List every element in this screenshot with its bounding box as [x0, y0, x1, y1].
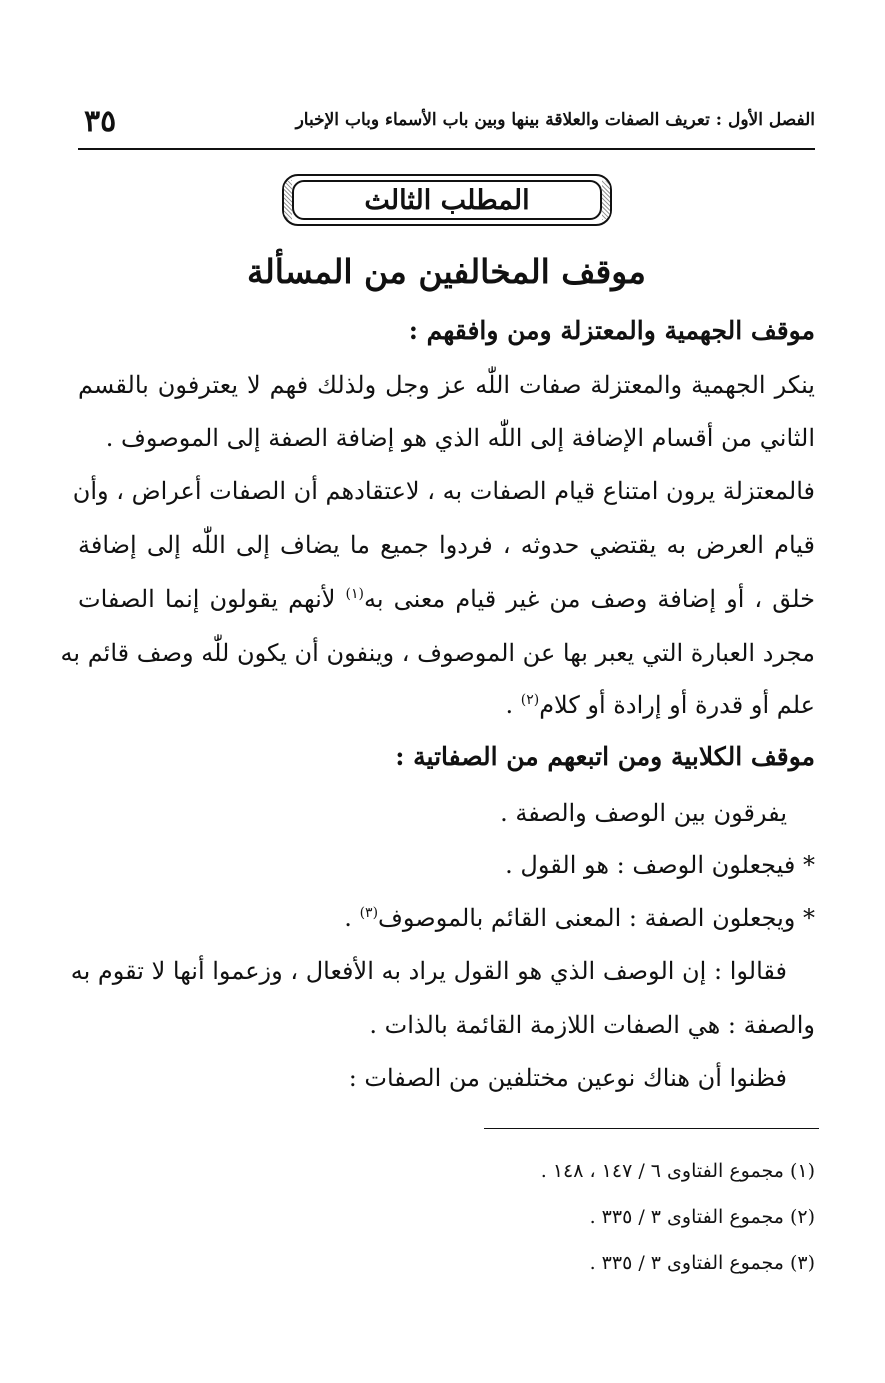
- paragraph-line-9: فقالوا : إن الوصف الذي هو القول يراد به الأفعال ، وزعموا أنها لا تقوم به: [70, 957, 787, 985]
- line-7-text-b: .: [505, 691, 521, 719]
- footnote-3: (٣) مجموع الفتاوى ٣ / ٣٣٥ .: [589, 1252, 815, 1274]
- line-5-text-b: لأنهم يقولون إنما الصفات: [78, 585, 346, 613]
- heading-kullabiyya: موقف الكلابية ومن اتبعهم من الصفاتية :: [395, 742, 815, 771]
- heading-jahmiyya: موقف الجهمية والمعتزلة ومن وافقهم :: [408, 316, 815, 345]
- paragraph-line-5: [78, 584, 815, 614]
- paragraph-line-4: قيام العرض به يقتضي حدوثه ، فردوا جميع ما يضاف إلى اللّٰه إلى إضافة: [78, 531, 815, 559]
- paragraph-line-3: فالمعتزلة يرون امتناع قيام الصفات به ، لاعتقادهم أن الصفات أعراض ، وأن: [72, 477, 815, 505]
- paragraph-line-8: يفرقون بين الوصف والصفة .: [500, 799, 787, 827]
- bullet-line-1: * فيجعلون الوصف : هو القول .: [505, 851, 815, 879]
- paragraph-line-10: والصفة : هي الصفات اللازمة القائمة بالذات .: [369, 1011, 815, 1039]
- section-label: المطلب الثالث: [364, 184, 530, 216]
- frame-shading-right: [602, 180, 610, 220]
- bullet-2-text-b: .: [344, 904, 360, 932]
- footnote-2: (٢) مجموع الفتاوى ٣ / ٣٣٥ .: [589, 1206, 815, 1228]
- paragraph-line-11: فظنوا أن هناك نوعين مختلفين من الصفات :: [348, 1064, 787, 1092]
- section-label-frame: [282, 174, 612, 226]
- paragraph-line-7: [78, 690, 815, 720]
- paragraph-line-6: مجرد العبارة التي يعبر بها عن الموصوف ، وينفون أن يكون للّٰه وصف قائم به: [60, 639, 815, 667]
- page-number: ٣٥: [84, 104, 117, 139]
- line-7-text-a: علم أو قدرة أو إرادة أو كلام: [539, 691, 815, 719]
- bullet-2-text-a: * ويجعلون الصفة : المعنى القائم بالموصوف: [378, 904, 815, 932]
- chapter-title: موقف المخالفين من المسألة: [247, 252, 646, 291]
- footnote-1: (١) مجموع الفتاوى ٦ / ١٤٧ ، ١٤٨ .: [540, 1160, 815, 1182]
- bullet-line-2: [344, 903, 815, 933]
- line-5-text-a: خلق ، أو إضافة وصف من غير قيام معنى به: [364, 585, 815, 613]
- paragraph-line-2: الثاني من أقسام الإضافة إلى اللّٰه الذي هو إضافة الصفة إلى الموصوف .: [105, 424, 815, 452]
- footnote-separator: [484, 1128, 819, 1129]
- running-title: الفصل الأول : تعريف الصفات والعلاقة بينها وبين باب الأسماء وباب الإخبار: [295, 110, 815, 130]
- section-label-inner: [292, 180, 602, 220]
- footnote-ref-1[interactable]: (١): [345, 586, 364, 602]
- header-rule: [78, 148, 815, 150]
- frame-shading-left: [284, 180, 292, 220]
- paragraph-line-1: ينكر الجهمية والمعتزلة صفات اللّٰه عز وجل ولذلك فهم لا يعترفون بالقسم: [78, 371, 815, 399]
- running-header: [78, 106, 815, 140]
- footnote-ref-3[interactable]: (٣): [359, 905, 379, 921]
- footnote-ref-2[interactable]: (٢): [520, 692, 540, 708]
